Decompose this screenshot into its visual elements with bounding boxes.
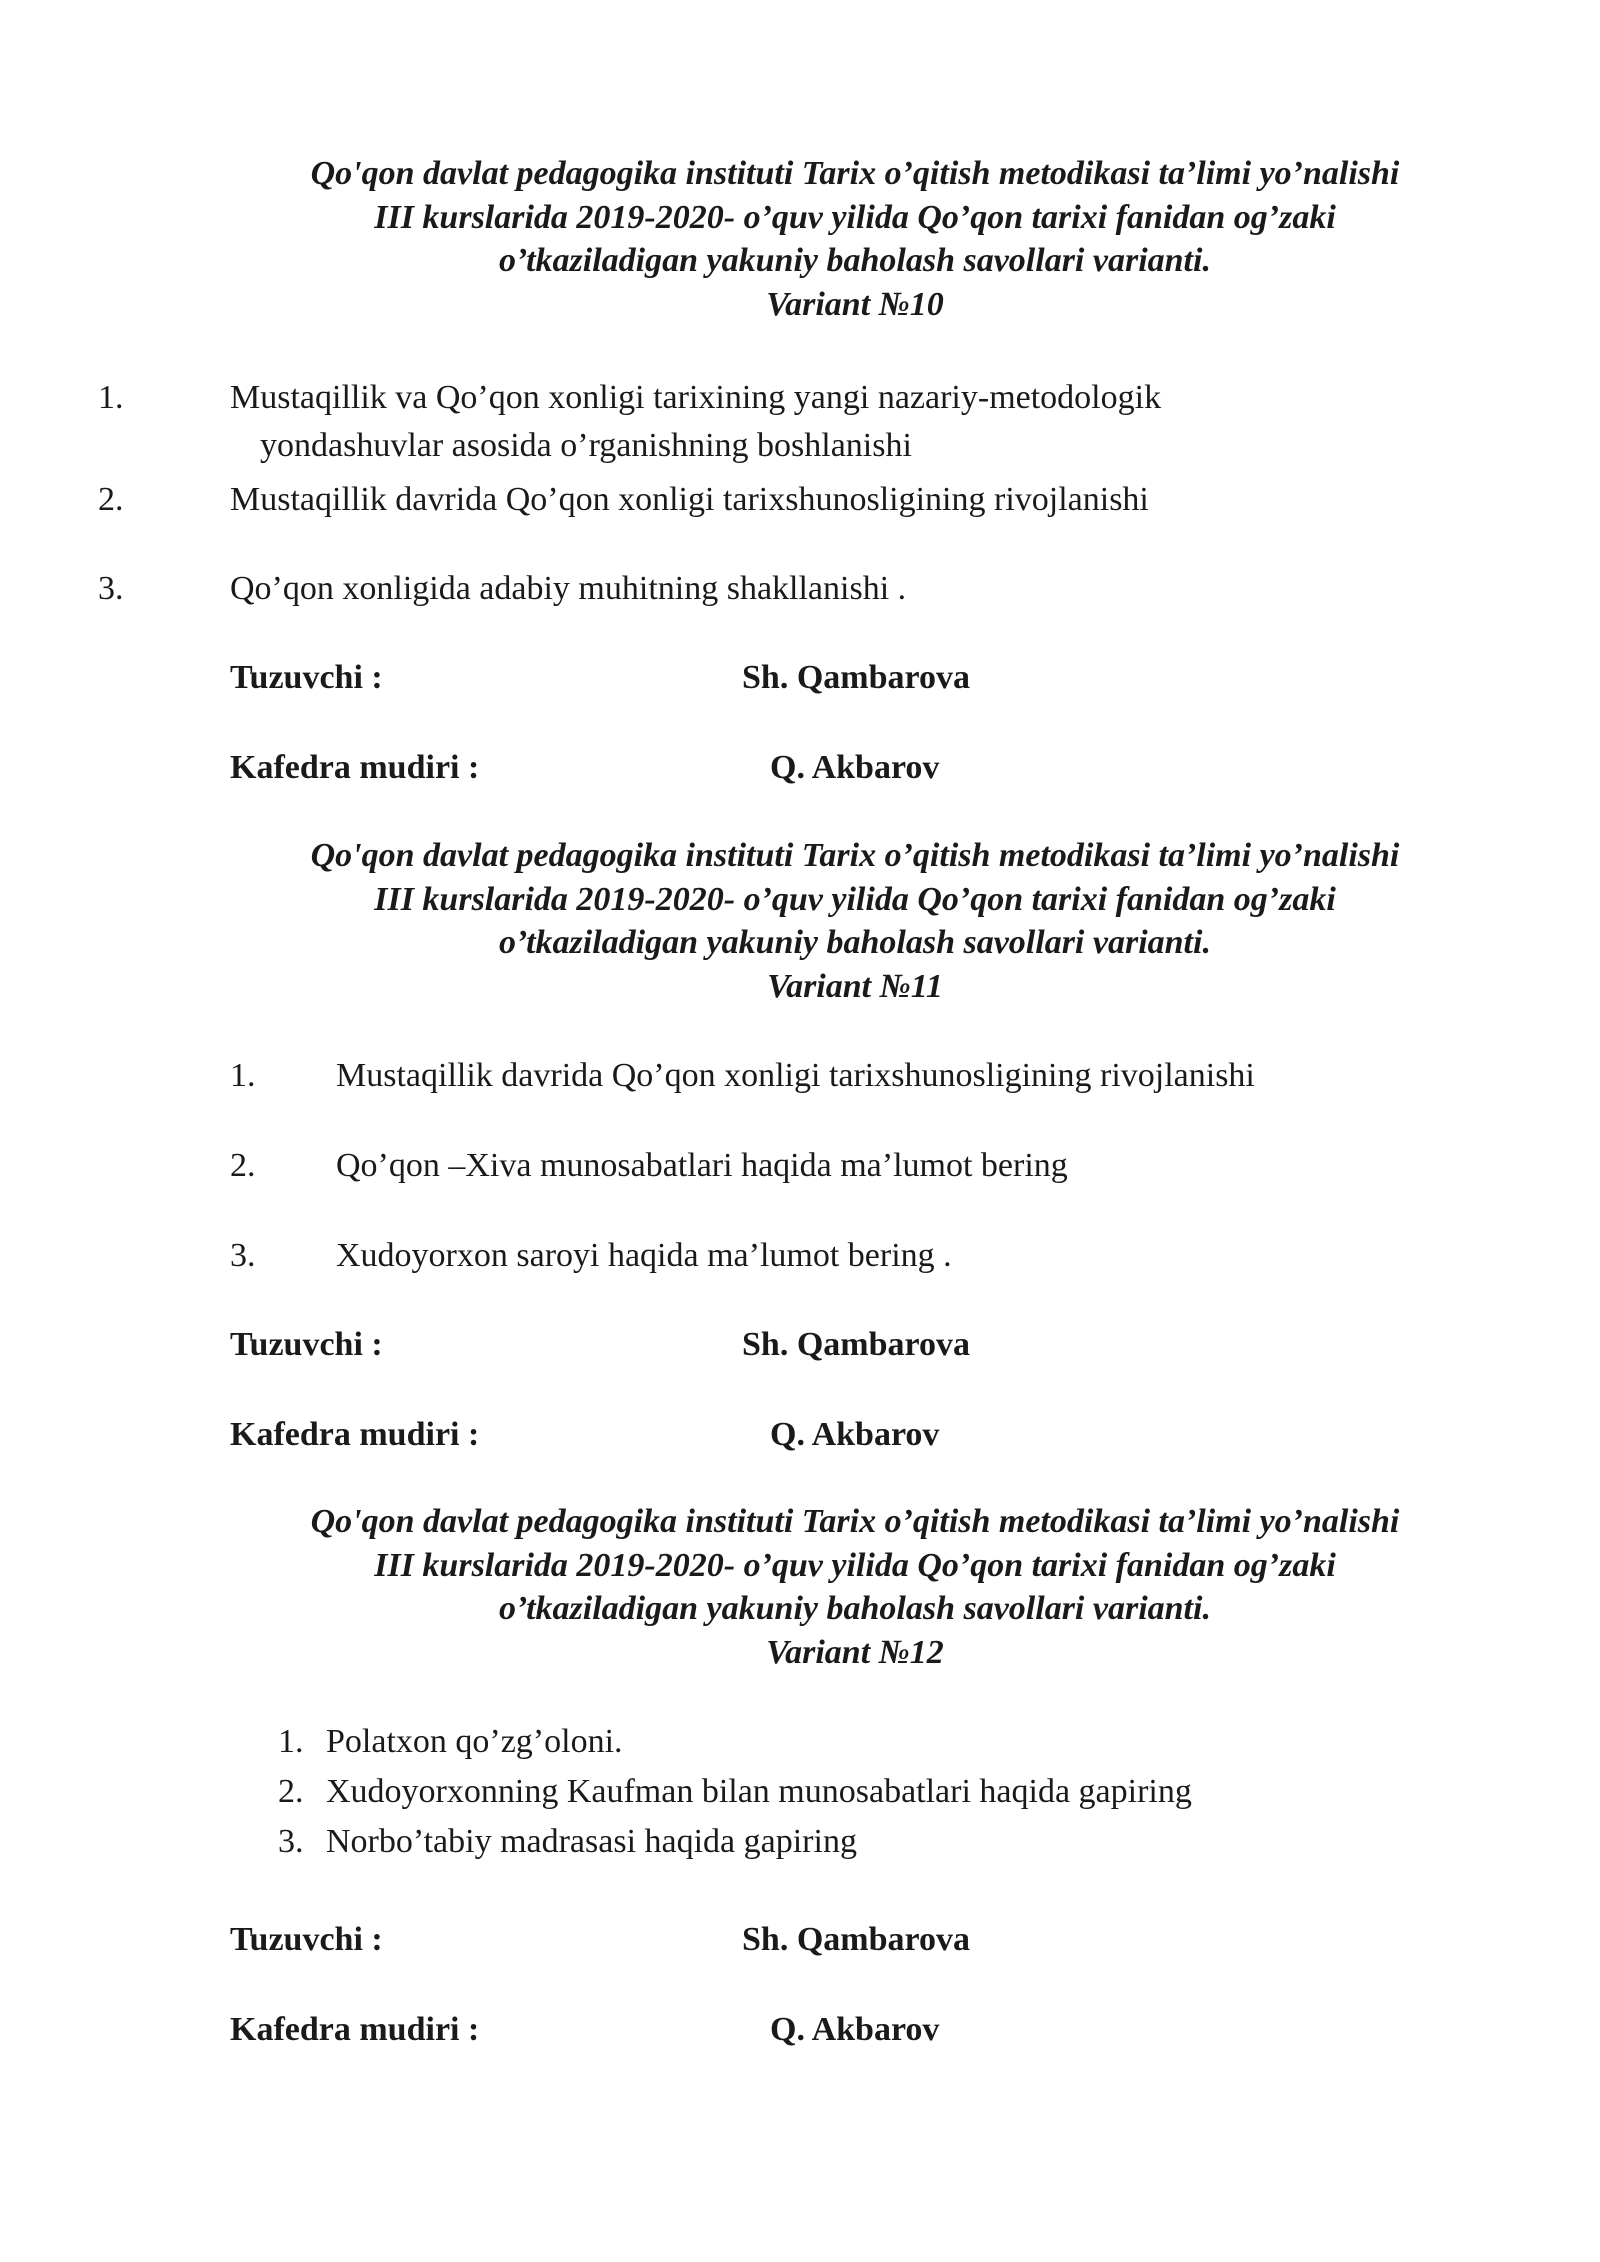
- question-text: Qo’qon –Xiva munosabatlari haqida ma’lumot bering: [336, 1147, 1068, 1184]
- question-text: Mustaqillik va Qo’qon xonligi tarixining yangi nazariy-metodologik: [230, 379, 1162, 416]
- question-number: 3.: [278, 1823, 304, 1860]
- question-text: Mustaqillik davrida Qo’qon xonligi tarixshunosligining rivojlanishi: [230, 481, 1149, 518]
- question-number: 1.: [278, 1723, 304, 1760]
- compiler-name: Sh. Qambarova: [742, 1921, 970, 1958]
- variant-number: Variant №11: [767, 967, 943, 1005]
- head-of-dept-label: Kafedra mudiri :: [230, 1416, 480, 1453]
- question-text: Xudoyorxonning Kaufman bilan munosabatlari haqida gapiring: [326, 1773, 1192, 1810]
- question-text: Xudoyorxon saroyi haqida ma’lumot bering .: [336, 1237, 952, 1274]
- question-number: 1.: [98, 379, 124, 416]
- compiler-name: Sh. Qambarova: [742, 659, 970, 696]
- compiler-name: Sh. Qambarova: [742, 1326, 970, 1363]
- variant-number: Variant №10: [766, 285, 944, 323]
- question-number: 2.: [278, 1773, 304, 1810]
- heading-line: Qo'qon davlat pedagogika instituti Tarix o’qitish metodikasi ta’limi yo’nalishi: [310, 1503, 1400, 1540]
- heading-line: Qo'qon davlat pedagogika instituti Tarix o’qitish metodikasi ta’limi yo’nalishi: [310, 837, 1400, 874]
- head-of-dept-name: Q. Akbarov: [770, 1416, 940, 1453]
- variant-10-heading: [180, 152, 1530, 326]
- compiler-label: Tuzuvchi :: [230, 659, 383, 696]
- variant-12-heading: [180, 1500, 1530, 1674]
- head-of-dept-name: Q. Akbarov: [770, 749, 940, 786]
- question-number: 3.: [230, 1237, 256, 1274]
- question-text: Norbo’tabiy madrasasi haqida gapiring: [326, 1823, 857, 1860]
- head-of-dept-label: Kafedra mudiri :: [230, 2011, 480, 2048]
- heading-line: o’tkaziladigan yakuniy baholash savollari varianti.: [499, 242, 1211, 279]
- heading-line: III kurslarida 2019-2020- o’quv yilida Qo’qon tarixi fanidan og’zaki: [374, 880, 1336, 918]
- variant-number: Variant №12: [766, 1633, 944, 1671]
- compiler-label: Tuzuvchi :: [230, 1326, 383, 1363]
- heading-line: Qo'qon davlat pedagogika instituti Tarix o’qitish metodikasi ta’limi yo’nalishi: [310, 155, 1400, 192]
- question-number: 1.: [230, 1057, 256, 1094]
- question-text: Mustaqillik davrida Qo’qon xonligi tarixshunosligining rivojlanishi: [336, 1057, 1255, 1094]
- variant-11-heading: [180, 834, 1530, 1008]
- head-of-dept-name: Q. Akbarov: [770, 2011, 940, 2048]
- question-text-continuation: yondashuvlar asosida o’rganishning boshlanishi: [260, 427, 912, 464]
- question-number: 2.: [230, 1147, 256, 1184]
- head-of-dept-label: Kafedra mudiri :: [230, 749, 480, 786]
- question-number: 3.: [98, 570, 124, 607]
- heading-line: III kurslarida 2019-2020- o’quv yilida Qo’qon tarixi fanidan og’zaki: [374, 1546, 1336, 1584]
- compiler-label: Tuzuvchi :: [230, 1921, 383, 1958]
- question-number: 2.: [98, 481, 124, 518]
- question-text: Qo’qon xonligida adabiy muhitning shakllanishi .: [230, 570, 907, 607]
- heading-line: III kurslarida 2019-2020- o’quv yilida Qo’qon tarixi fanidan og’zaki: [374, 198, 1336, 236]
- heading-line: o’tkaziladigan yakuniy baholash savollari varianti.: [499, 924, 1211, 961]
- heading-line: o’tkaziladigan yakuniy baholash savollari varianti.: [499, 1590, 1211, 1627]
- question-text: Polatxon qo’zg’oloni.: [326, 1723, 623, 1760]
